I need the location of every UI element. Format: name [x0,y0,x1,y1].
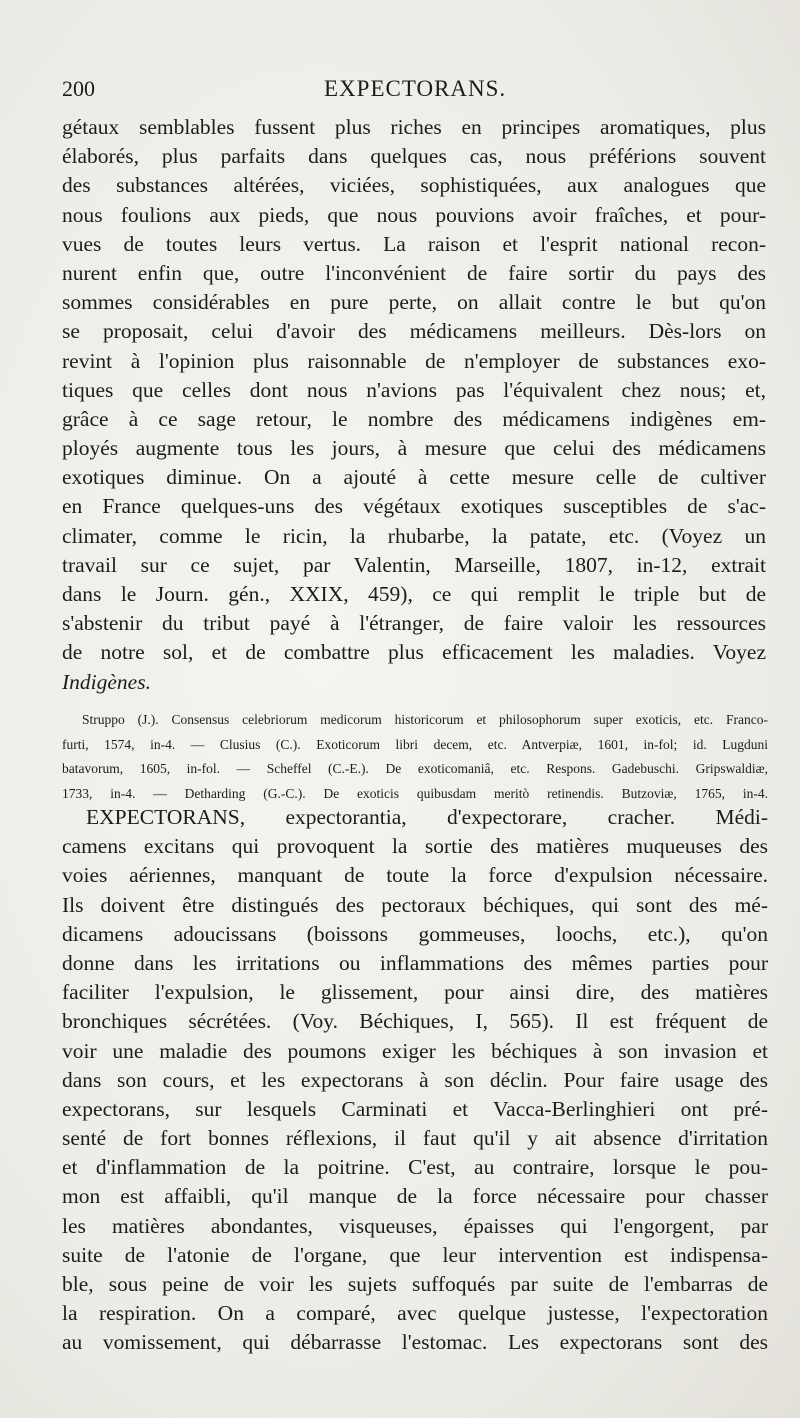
reference-line: furti, 1574, in-4. — Clusius (C.). Exoticorum libri decem, etc. Antverpiæ, 1601, in-fol; id. Lugduni [62,736,768,752]
text-line: grâce à ce sage retour, le nombre des médicamens indigènes em- [62,406,766,431]
page-header [62,76,762,106]
text-line: s'abstenir du tribut payé à l'étranger, de faire valoir les ressources [62,611,766,636]
text-line: donne dans les irritations ou inflammations des mêmes parties pour [62,950,768,975]
text-line: en France quelques-uns des végétaux exotiques susceptibles de s'ac- [62,494,766,519]
text-line: voies aériennes, manquant de toute la force d'expulsion nécessaire. [62,863,768,888]
text-line: tiques que celles dont nous n'avions pas l'équivalent chez nous; et, [62,377,766,402]
text-line: travail sur ce sujet, par Valentin, Marseille, 1807, in-12, extrait [62,552,766,577]
text-line: des substances altérées, viciées, sophistiquées, aux analogues que [62,173,766,198]
text-line: faciliter l'expulsion, le glissement, pour ainsi dire, des matières [62,980,768,1005]
text-line: revint à l'opinion plus raisonnable de n'employer de substances exo- [62,348,766,373]
text-line: senté de fort bonnes réflexions, il faut qu'il y ait absence d'irritation [62,1126,768,1151]
text-line: dans le Journ. gén., XXIX, 459), ce qui remplit le triple but de [62,582,766,606]
text-line: dans son cours, et les expectorans à son déclin. Pour faire usage des [62,1067,768,1092]
text-line: de notre sol, et de combattre plus efficacement les maladies. Voyez [62,640,766,665]
reference-line: batavorum, 1605, in-fol. — Scheffel (C.-E.). De exoticomaniâ, etc. Respons. Gadebuschi. Gripswaldiæ, [62,761,768,776]
entry-expectorans [62,803,768,1358]
text-line: bronchiques sécrétées. (Voy. Béchiques, I, 565). Il est fréquent de [62,1009,768,1034]
entry-heading-line: EXPECTORANS, expectorantia, d'expectorare, cracher. Médi- [86,805,768,829]
text-line: voir une maladie des poumons exiger les béchiques à son invasion et [62,1038,768,1063]
text-line: sommes considérables en pure perte, on allait contre le but qu'on [62,290,766,315]
reference-line: Struppo (J.). Consensus celebriorum medicorum historicorum et philosophorum super exoticis, etc. Franco- [82,712,768,727]
text-line: les matières abondantes, visqueuses, épaisses qui l'engorgent, par [62,1213,768,1238]
text-line: climater, comme le ricin, la rhubarbe, la patate, etc. (Voyez un [62,523,766,548]
reference-line: 1733, in-4. — Detharding (G.-C.). De exoticis quibusdam meritò retinendis. Butzoviæ, 1765, in-4. [62,785,768,801]
text-line: au vomissement, qui débarrasse l'estomac. Les expectorans sont des [62,1330,768,1355]
text-line: exotiques diminue. On a ajouté à cette mesure celle de cultiver [62,465,766,490]
paragraph-exotic-medicines [62,113,766,697]
page-number: 200 [62,76,95,101]
text-line: expectorans, sur lesquels Carminati et Vacca-Berlinghieri ont pré- [62,1096,768,1121]
bibliography-references [62,708,768,806]
text-line: élaborés, plus parfaits dans quelques cas, nous préférions souvent [62,144,766,169]
text-line: la respiration. On a comparé, avec quelque justesse, l'expectoration [62,1301,768,1326]
text-line: mon est affaibli, qu'il manque de la force nécessaire pour chasser [62,1184,768,1209]
text-line: suite de l'atonie de l'organe, que leur intervention est indispensa- [62,1242,768,1267]
text-line: camens excitans qui provoquent la sortie des matières muqueuses des [62,834,768,859]
running-head: EXPECTORANS. [324,76,507,101]
text-line: dicamens adoucissans (boissons gommeuses, loochs, etc.), qu'on [62,921,768,946]
text-line: ployés augmente tous les jours, à mesure que celui des médicamens [62,436,766,461]
text-line: vues de toutes leurs vertus. La raison et l'esprit national recon- [62,231,766,256]
text-line: se proposait, celui d'avoir des médicamens meilleurs. Dès-lors on [62,319,766,344]
text-line: gétaux semblables fussent plus riches en principes aromatiques, plus [62,115,766,139]
text-line: nurent enfin que, outre l'inconvénient de faire sortir du pays des [62,260,766,285]
text-line: nous foulions aux pieds, que nous pouvions avoir fraîches, et pour- [62,202,766,227]
text-line: Indigènes. [62,669,151,694]
text-line: ble, sous peine de voir les sujets suffoqués par suite de l'embarras de [62,1272,768,1296]
text-line: Ils doivent être distingués des pectoraux béchiques, qui sont des mé- [62,892,768,917]
text-line: et d'inflammation de la poitrine. C'est, au contraire, lorsque le pou- [62,1155,768,1180]
